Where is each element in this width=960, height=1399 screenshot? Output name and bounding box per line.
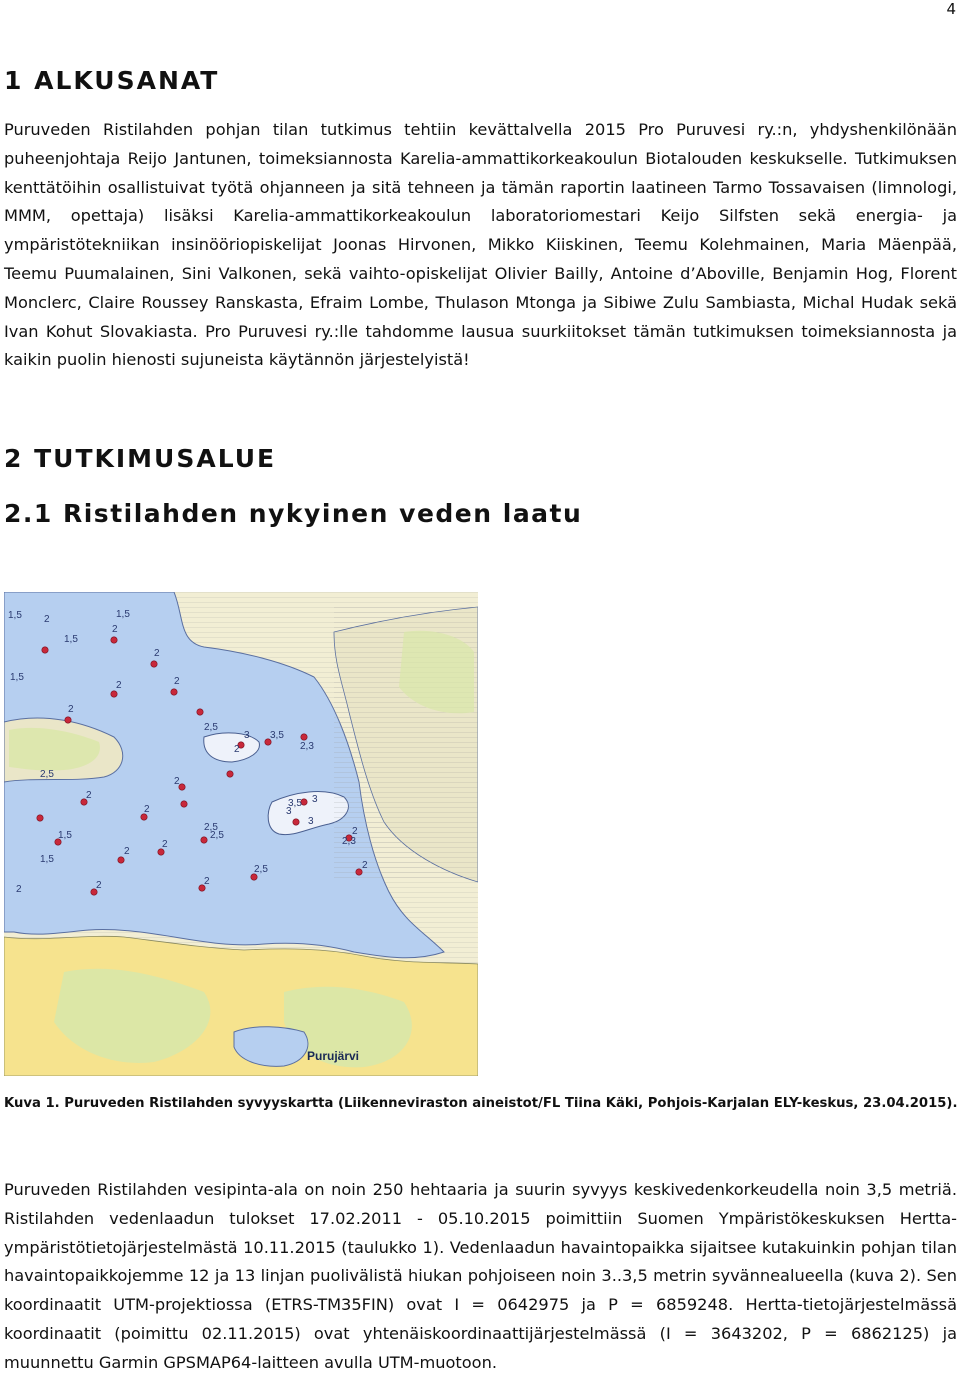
depth-label: 2 — [174, 676, 180, 687]
depth-label: 2,3 — [342, 836, 356, 847]
depth-label: 2 — [68, 704, 74, 715]
measurement-point — [181, 801, 187, 807]
depth-label: 3,5 — [288, 798, 302, 809]
depth-label: 1,5 — [10, 672, 24, 683]
measurement-point — [197, 709, 203, 715]
map-place-label: Purujärvi — [307, 1049, 360, 1063]
measurement-point — [179, 784, 185, 790]
depth-label: 2 — [144, 804, 150, 815]
measurement-point — [201, 837, 207, 843]
depth-label: 2 — [204, 876, 210, 887]
depth-label: 1,5 — [40, 854, 54, 865]
depth-label: 2 — [96, 880, 102, 891]
depth-label: 3 — [312, 794, 318, 805]
measurement-point — [227, 771, 233, 777]
depth-label: 2 — [112, 624, 118, 635]
depth-label: 2 — [16, 884, 22, 895]
depth-label: 2,5 — [210, 830, 224, 841]
measurement-point — [151, 661, 157, 667]
depth-label: 2,5 — [40, 769, 54, 780]
depth-label: 3 — [244, 730, 250, 741]
depth-label: 2 — [124, 846, 130, 857]
depth-label: 1,5 — [58, 830, 72, 841]
depth-label: 2 — [116, 680, 122, 691]
body-paragraph: Puruveden Ristilahden vesipinta-ala on noin 250 hehtaaria ja suurin syvyys keskivedenkorkeudella noin 3,5 metriä. Ristilahden vedenlaadun tulokset 17.02.2011 - 05.10.2015 poimittiin Suomen Ympäristökeskuksen Hertta-ympäristötietojärjestelmästä 10.11.2015 (taulukko 1). Vedenlaadun havaintopaikka sijaitsee kutakuinkin pohjan tilan havaintopaikkojemme 12 ja 13 linjan puolivälistä hiukan pohjoiseen noin 3..3,5 metrin syvännealueella (kuva 2). Sen koordinaatit UTM-projektiossa (ETRS-TM35FIN) ovat I = 0642975 ja P = 6859248. Hertta-tietojärjestelmässä koordinaatit (poimittu 02.11.2015) ovat yhtenäiskoordinaattijärjestelmässä (I = 3643202, P = 6862125) ja muunnettu Garmin GPSMAP64-laitteen avulla UTM-muotoon. — [4, 1180, 957, 1372]
depth-label: 2,5 — [204, 822, 218, 833]
depth-label: 3 — [286, 806, 292, 817]
foreword-paragraph: Puruveden Ristilahden pohjan tilan tutkimus tehtiin kevättalvella 2015 Pro Puruvesi ry.:n, yhdyshenkilönään puheenjohtaja Reijo Jantunen, toimeksiannosta Karelia-ammattikorkeakoulun Biotalouden keskukselle. Tutkimuksen kenttätöihin osallistuivat työtä ohjanneen ja sitä tehneen ja tämän raportin laatineen Tarmo Tossavaisen (limnologi, MMM, opettaja) lisäksi Karelia-ammattikorkeakoulun laboratoriomestari Keijo Silfsten sekä energia- ja ympäristötekniikan insinööriopiskelijat Joonas Hirvonen, Mikko Kiiskinen, Teemu Kolehmainen, Maria Mäenpää, Teemu Puumalainen, Sini Valkonen, sekä vaihto-opiskelijat Olivier Bailly, Antoine d’Aboville, Benjamin Hog, Florent Monclerc, Claire Roussey Ranskasta, Efraim Lombe, Thulason Mtonga ja Sibiwe Zulu Sambiasta, Michal Hudak sekä Ivan Kohut Slovakiasta. Pro Puruvesi ry.:lle tahdomme lausua suurkiitokset tämän tutkimuksen toimeksiannosta ja kaikin puolin hienosti sujuneista käytännön järjestelyistä! — [4, 120, 957, 370]
measurement-point — [118, 857, 124, 863]
measurement-point — [37, 815, 43, 821]
depth-label: 2 — [86, 790, 92, 801]
measurement-point — [171, 689, 177, 695]
depth-label: 2,5 — [204, 722, 218, 733]
depth-label: 3,5 — [270, 730, 284, 741]
depth-label: 2 — [174, 776, 180, 787]
page-number: 4 — [946, 0, 956, 18]
depth-label: 1,5 — [64, 634, 78, 645]
subsection-heading-water-quality: 2.1 Ristilahden nykyinen veden laatu — [4, 499, 583, 528]
figure-caption: Kuva 1. Puruveden Ristilahden syvyyskartta (Liikenneviraston aineistot/FL Tiina Käki, Pohjois-Karjalan ELY-keskus, 23.04.2015). — [4, 1096, 958, 1111]
measurement-point — [111, 637, 117, 643]
depth-label: 2 — [162, 839, 168, 850]
depth-label: 3 — [308, 816, 314, 827]
section-heading-tutkimusalue: 2 TUTKIMUSALUE — [4, 444, 277, 473]
measurement-point — [65, 717, 71, 723]
depth-map — [4, 592, 478, 1076]
depth-label: 2 — [44, 614, 50, 625]
depth-label: 2 — [362, 860, 368, 871]
section-heading-alkusanat: 1 ALKUSANAT — [4, 66, 220, 95]
depth-label: 2,5 — [254, 864, 268, 875]
depth-label: 2 — [234, 744, 240, 755]
measurement-point — [301, 734, 307, 740]
depth-label: 1,5 — [116, 609, 130, 620]
measurement-point — [293, 819, 299, 825]
depth-label: 1,5 — [8, 610, 22, 621]
depth-label: 2,3 — [300, 741, 314, 752]
measurement-point — [42, 647, 48, 653]
depth-label: 2 — [154, 648, 160, 659]
depth-label: 2 — [352, 826, 358, 837]
measurement-point — [111, 691, 117, 697]
